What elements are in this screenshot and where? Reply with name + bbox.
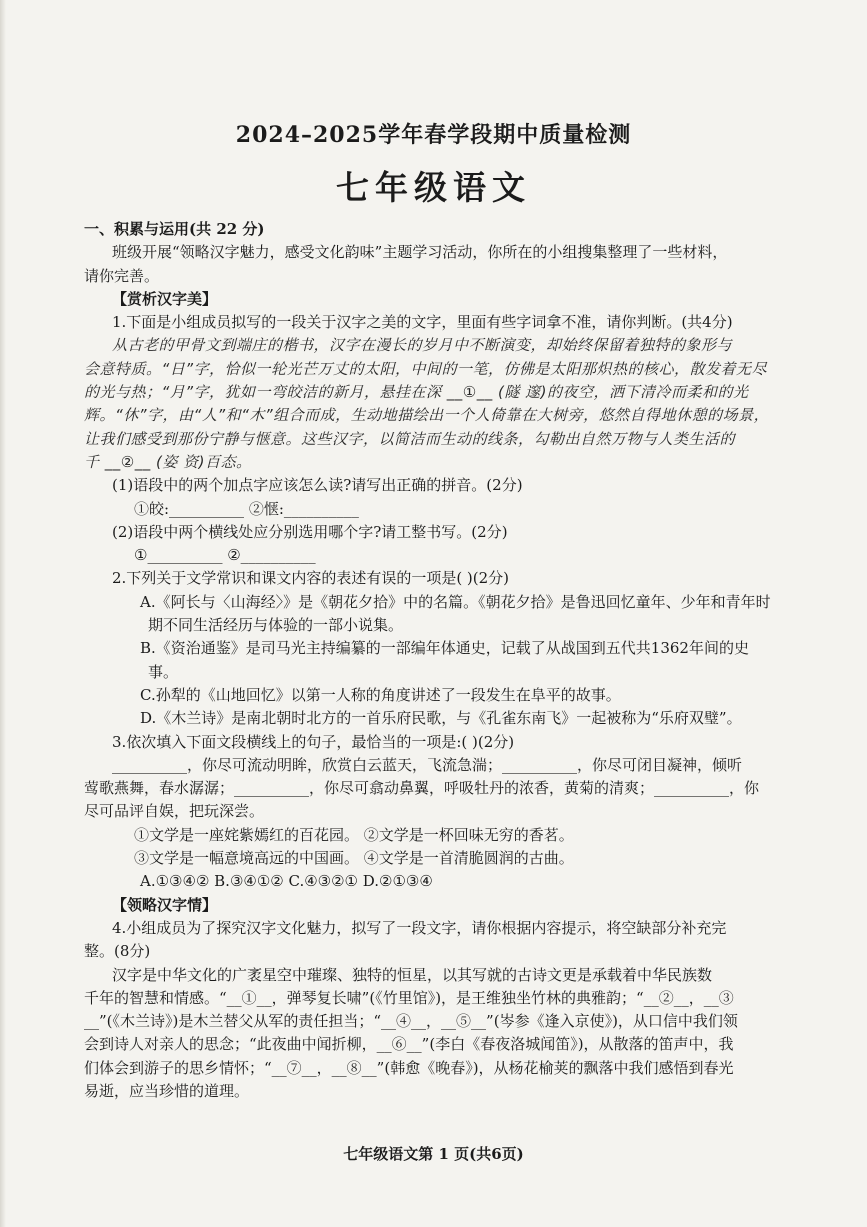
text-line: 莺歌燕舞，春水潺潺；__________，你尽可翕动鼻翼，呼吸牡丹的浓香，黄菊的清爽；__________，你 [84,779,760,798]
text-line: 事。 [148,662,179,681]
page-footer: 七年级语文第 1 页(共6页) [343,1145,524,1163]
text-line: 让我们感受到那份宁静与惬意。这些汉字，以简洁而生动的线条，勾勒出自然万物与人类生活的 [84,429,736,448]
text-line: 从古老的甲骨文到端庄的楷书，汉字在漫长的岁月中不断演变，却始终保留着独特的象形与 [112,336,733,355]
text-line: 班级开展“领略汉字魅力，感受文化韵味”主题学习活动，你所在的小组搜集整理了一些材料， [112,243,728,262]
text-line: 【领略汉字情】 [112,895,218,914]
text-line: 请你完善。 [84,266,160,285]
text-line: 辉。“休”字，由“人”和“木”组合而成，生动地描绘出一个人倚靠在大树旁，悠然自得地休憩的场景， [84,406,770,425]
text-line: 千年的智慧和情感。“__①__，弹琴复长啸”(《竹里馆》)，是王维独坐竹林的典雅韵；“__②__，__③ [84,988,734,1007]
exam-title: 2024–2025学年春学段期中质量检测 [235,122,632,148]
text-line: ①皎:__________ ②惬:__________ [134,499,359,518]
text-line: ①__________ ②__________ [134,546,316,565]
exam-body [84,218,844,1103]
text-line: (1)语段中的两个加点字应该怎么读?请写出正确的拼音。(2分) [112,476,523,495]
text-line: ③文学是一幅意境高远的中国画。 ④文学是一首清脆圆润的古曲。 [134,849,574,868]
text-line: B.《资治通鉴》是司马光主持编纂的一部编年体通史，记载了从战国到五代共1362年间的史 [140,639,749,658]
text-line: __________，你尽可流动明眸，欣赏白云蓝天，飞流急湍；__________，你尽可闭目凝神，倾听 [112,755,743,774]
text-line: 尽可品评自娱，把玩深尝。 [84,802,265,821]
text-line: 2.下列关于文学常识和课文内容的表述有误的一项是( )(2分) [112,569,510,588]
text-line: 整。(8分) [84,942,151,961]
text-line: 【赏析汉字美】 [112,289,218,308]
text-line: A.①③④② B.③④①② C.④③②① D.②①③④ [140,872,433,891]
text-line: 汉字是中华文化的广袤星空中璀璨、独特的恒星，以其写就的古诗文更是承载着中华民族数 [112,965,713,984]
text-line: __”(《木兰诗》)是木兰替父从军的责任担当；“__④__，__⑤__”(岑参《逢入京使》)，从口信中我们领 [84,1012,738,1031]
text-line: (2)语段中两个横线处应分别选用哪个字?请工整书写。(2分) [112,522,508,541]
text-line: A.《阿长与〈山海经〉》是《朝花夕拾》中的名篇。《朝花夕拾》是鲁迅回忆童年、少年和青年时 [140,592,771,611]
text-line: 4.小组成员为了探究汉字文化魅力，拟写了一段文字，请你根据内容提示，将空缺部分补充完 [112,918,727,937]
text-line: ①文学是一座姹紫嫣红的百花园。 ②文学是一杯回味无穷的香茗。 [134,825,574,844]
text-line: 期不同生活经历与体验的一部小说集。 [148,616,404,635]
text-line: C.孙犁的《山地回忆》以第一人称的角度讲述了一段发生在阜平的故事。 [140,685,621,704]
text-line: 千 __②__ (姿 资)百态。 [84,452,252,471]
text-line: 会到诗人对亲人的思念；“此夜曲中闻折柳，__⑥__”(李白《春夜洛城闻笛》)，从散落的笛声中，我 [84,1035,734,1054]
subject-title: 七年级语文 [336,168,531,207]
text-line: 3.依次填入下面文段横线上的句子，最恰当的一项是:( )(2分) [112,732,515,751]
text-line: 的光与热；“月”字，犹如一弯皎洁的新月，悬挂在深 __①__ (隧 邃)的夜空，洒下清冷而柔和的光 [84,383,749,402]
text-line: 一、积累与运用(共 22 分) [84,220,265,238]
text-line: 1.下面是小组成员拟写的一段关于汉字之美的文字，里面有些字词拿不准，请你判断。(共4分) [112,313,733,332]
text-line: D.《木兰诗》是南北朝时北方的一首乐府民歌，与《孔雀东南飞》一起被称为“乐府双璧”。 [140,709,742,728]
text-line: 们体会到游子的思乡情怀；“__⑦__，__⑧__”(韩愈《晚春》)，从杨花榆荚的飘落中我们感悟到春光 [84,1058,734,1077]
text-line: 会意特质。“日”字，恰似一轮光芒万丈的太阳，中间的一笔，仿佛是太阳那炽热的核心，散发着无尽 [84,359,768,378]
text-line: 易逝，应当珍惜的道理。 [84,1081,250,1100]
